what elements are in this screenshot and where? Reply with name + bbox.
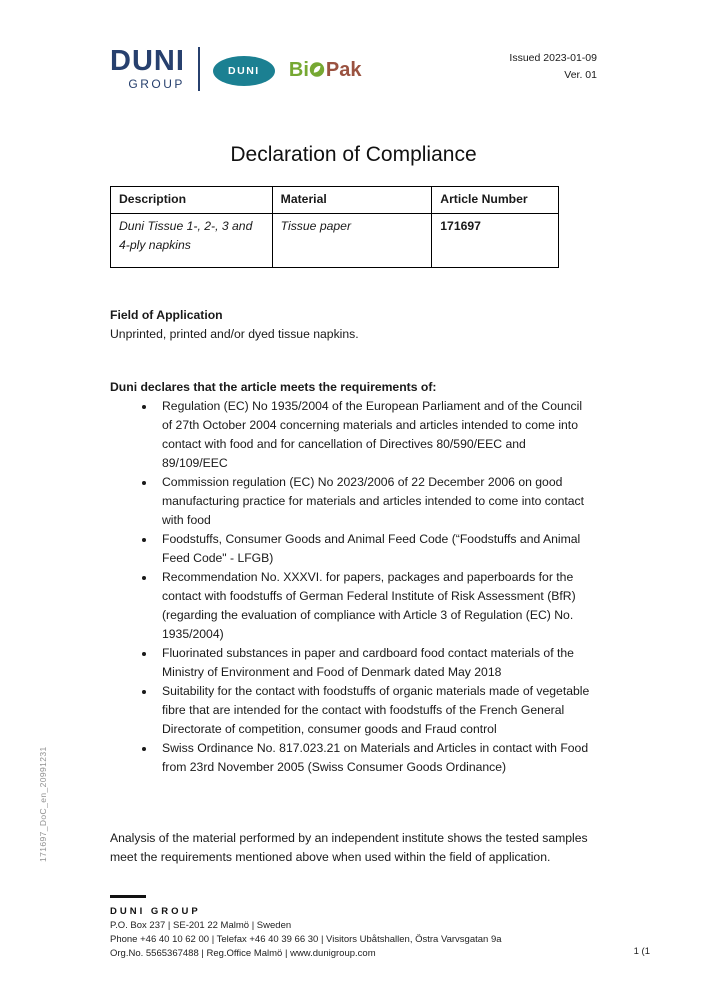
logo-divider bbox=[198, 47, 200, 91]
requirement-item: • Swiss Ordinance No. 817.023.21 on Materials and Articles in contact with Food from 23rd November 2005 (Swiss Consumer Goods Ordinance) bbox=[156, 739, 593, 777]
header bbox=[110, 47, 597, 91]
page-title: Declaration of Compliance bbox=[230, 143, 477, 166]
cell-material: Tissue paper bbox=[272, 214, 432, 268]
page-number: 1 (1 bbox=[633, 946, 650, 957]
footer-contact-line: Phone +46 40 10 62 00 | Telefax +46 40 39 66 30 | Visitors Ubåtshallen, Östra Varvsgatan 9a bbox=[110, 933, 502, 945]
footer-company-name: DUNI GROUP bbox=[110, 906, 201, 917]
cell-article-number: 171697 bbox=[432, 214, 559, 268]
col-header-material: Material bbox=[272, 187, 432, 214]
table-header-row bbox=[111, 187, 559, 214]
footer-org-line: Org.No. 5565367488 | Reg.Office Malmö | www.dunigroup.com bbox=[110, 947, 376, 959]
duni-oval-logo bbox=[213, 56, 275, 86]
requirement-item: • Commission regulation (EC) No 2023/2006 of 22 December 2006 on good manufacturing practice for materials and articles intended to come into contact with food bbox=[156, 473, 593, 530]
table-row bbox=[111, 214, 559, 268]
biopak-logo bbox=[289, 58, 362, 83]
field-of-application-section bbox=[110, 306, 597, 344]
duni-group-logo-text: DUNI bbox=[110, 45, 185, 77]
biopak-pak-text: Pak bbox=[325, 59, 362, 81]
footer-rule bbox=[110, 895, 146, 898]
col-header-article-number: Article Number bbox=[432, 187, 559, 214]
requirement-item: • Regulation (EC) No 1935/2004 of the European Parliament and of the Council of 27th October 2004 concerning materials and articles intended to come into contact with food and for cancellation of Directives 80/590/EEC and 89/109/EEC bbox=[156, 397, 593, 473]
requirement-item: • Recommendation No. XXXVI. for papers, packages and paperboards for the contact with foodstuffs of German Federal Institute of Risk Assessment (BfR) (regarding the evaluation of compliance with Article 3 of Regulation (EC) No. 1935/2004) bbox=[156, 568, 593, 644]
cell-description: Duni Tissue 1-, 2-, 3 and 4-ply napkins bbox=[111, 214, 273, 268]
requirement-item: • Fluorinated substances in paper and cardboard food contact materials of the Ministry of Environment and Food of Denmark dated May 2018 bbox=[156, 644, 593, 682]
analysis-paragraph: Analysis of the material performed by an independent institute shows the tested samples meet the requirements mentioned above when used within the field of application. bbox=[110, 831, 588, 864]
col-header-description: Description bbox=[111, 187, 273, 214]
requirements-list bbox=[110, 397, 597, 777]
footer-address-block bbox=[110, 919, 502, 960]
duni-oval-label: DUNI bbox=[228, 65, 260, 77]
biopak-leaf-icon bbox=[309, 60, 325, 83]
page-content bbox=[110, 0, 597, 867]
version: Ver. 01 bbox=[564, 68, 597, 81]
requirement-item: • Foodstuffs, Consumer Goods and Animal Feed Code (“Foodstuffs and Animal Feed Code" - LFGB) bbox=[156, 530, 593, 568]
duni-group-logo-subtext: GROUP bbox=[128, 77, 185, 91]
declaration-section bbox=[110, 378, 597, 777]
declaration-heading: Duni declares that the article meets the requirements of: bbox=[110, 380, 437, 394]
document-id-vertical: 171697_DoC_en_20991231 bbox=[38, 746, 48, 862]
issue-info bbox=[509, 50, 597, 84]
requirement-item: • Suitability for the contact with foodstuffs of organic materials made of vegetable fibre that are intended for the contact with foodstuffs of the French General Directorate of competition, consumer goods and Fraud control bbox=[156, 682, 593, 739]
issued-date: Issued 2023-01-09 bbox=[509, 52, 597, 64]
field-of-application-body: Unprinted, printed and/or dyed tissue napkins. bbox=[110, 327, 359, 341]
footer-address-line: P.O. Box 237 | SE-201 22 Malmö | Sweden bbox=[110, 920, 292, 931]
product-table bbox=[110, 186, 559, 268]
biopak-bi-text: Bi bbox=[288, 59, 309, 81]
duni-group-logo bbox=[110, 47, 185, 90]
field-of-application-heading: Field of Application bbox=[110, 308, 223, 322]
footer bbox=[110, 895, 502, 960]
